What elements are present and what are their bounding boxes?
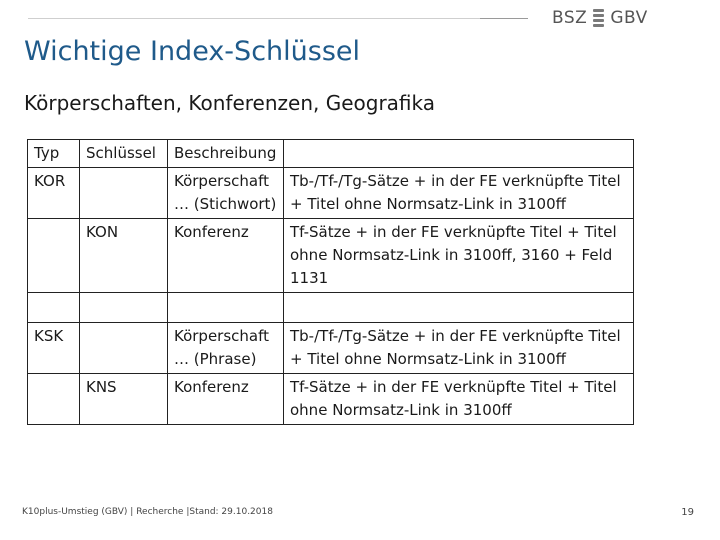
table-header-row <box>28 140 634 168</box>
index-key-table <box>27 139 634 425</box>
cell-details: Tb-/Tf-/Tg-Sätze + in der FE verknüpfte Titel + Titel ohne Normsatz-Link in 3100ff <box>284 168 634 219</box>
cell-beschreibung: Körperschaft … (Stichwort) <box>168 168 284 219</box>
header-beschreibung: Beschreibung <box>168 140 284 168</box>
header-typ: Typ <box>28 140 80 168</box>
table-row <box>28 374 634 425</box>
cell-schluessel <box>80 293 168 323</box>
table-row <box>28 323 634 374</box>
cell-details <box>284 293 634 323</box>
table-row <box>28 293 634 323</box>
cell-typ <box>28 293 80 323</box>
cell-beschreibung: Konferenz <box>168 219 284 293</box>
table-row <box>28 219 634 293</box>
cell-schluessel <box>80 168 168 219</box>
header-schluessel: Schlüssel <box>80 140 168 168</box>
cell-details: Tf-Sätze + in der FE verknüpfte Titel + Titel ohne Normsatz-Link in 3100ff, 3160 + Feld 1131 <box>284 219 634 293</box>
header-rule <box>28 18 528 19</box>
table-row <box>28 168 634 219</box>
logo-mark-icon <box>593 9 604 27</box>
cell-typ: KSK <box>28 323 80 374</box>
slide-title: Wichtige Index-Schlüssel <box>24 36 361 67</box>
cell-beschreibung: Konferenz <box>168 374 284 425</box>
cell-typ <box>28 374 80 425</box>
cell-beschreibung: Körperschaft … (Phrase) <box>168 323 284 374</box>
logo-text-right: GBV <box>610 8 648 28</box>
footer-text: K10plus-Umstieg (GBV) | Recherche |Stand: 29.10.2018 <box>22 507 273 517</box>
logo-text-left: BSZ <box>552 8 588 28</box>
cell-typ: KOR <box>28 168 80 219</box>
slide-subtitle: Körperschaften, Konferenzen, Geografika <box>24 91 436 115</box>
cell-beschreibung <box>168 293 284 323</box>
cell-schluessel: KNS <box>80 374 168 425</box>
page-number: 19 <box>681 507 694 518</box>
bsz-gbv-logo <box>552 6 648 30</box>
header-details <box>284 140 634 168</box>
cell-schluessel <box>80 323 168 374</box>
header-rule-accent <box>480 18 528 19</box>
cell-schluessel: KON <box>80 219 168 293</box>
cell-details: Tb-/Tf-/Tg-Sätze + in der FE verknüpfte Titel + Titel ohne Normsatz-Link in 3100ff <box>284 323 634 374</box>
cell-details: Tf-Sätze + in der FE verknüpfte Titel + Titel ohne Normsatz-Link in 3100ff <box>284 374 634 425</box>
cell-typ <box>28 219 80 293</box>
